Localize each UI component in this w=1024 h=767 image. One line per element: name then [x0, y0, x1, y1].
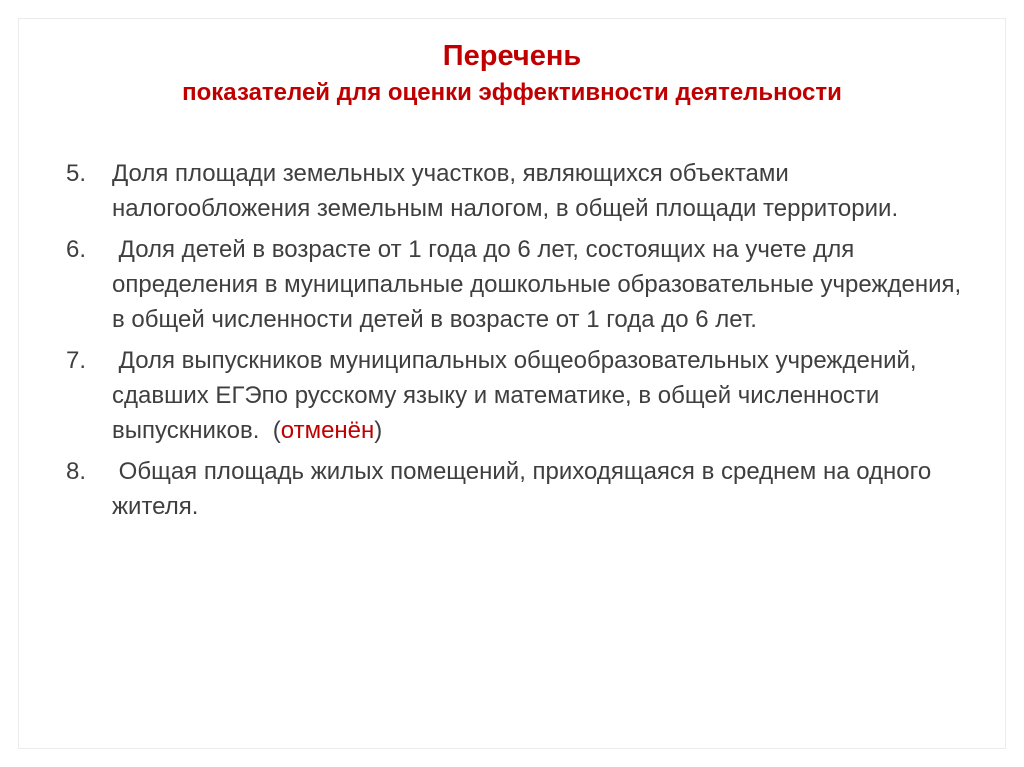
- item-number: 7.: [66, 347, 87, 374]
- list-item-7: [66, 343, 966, 448]
- item-number: 8.: [66, 458, 87, 485]
- cancelled-note: отменён: [280, 417, 375, 444]
- title-block: [0, 38, 1024, 110]
- item-text: Доля детей в возрасте от 1 года до 6 лет, состоящих на учете для определения в муниципальные дошкольные образовательные учреждения, в общей численности детей в возрасте от 1 года до 6 лет.: [112, 236, 968, 333]
- list-item-6: [66, 232, 966, 337]
- indicator-list: [66, 156, 966, 530]
- item-text: Доля выпускников муниципальных общеобразовательных учреждений, сдавших ЕГЭпо русскому языку и математике, в общей численности выпускников. (: [112, 347, 924, 444]
- item-text: Доля площади земельных участков, являющихся объектами налогообложения земельным налогом, в общей площади территории.: [112, 160, 899, 222]
- list-item-8: [66, 454, 966, 524]
- slide-subtitle: показателей для оценки эффективности деятельности: [182, 79, 842, 106]
- item-number: 5.: [66, 160, 87, 187]
- item-text: Общая площадь жилых помещений, приходящаяся в среднем на одного жителя.: [112, 458, 938, 520]
- item-text-closing: ): [374, 417, 383, 444]
- slide-title: Перечень: [442, 40, 582, 72]
- item-number: 6.: [66, 236, 87, 263]
- list-item-5: [66, 156, 966, 226]
